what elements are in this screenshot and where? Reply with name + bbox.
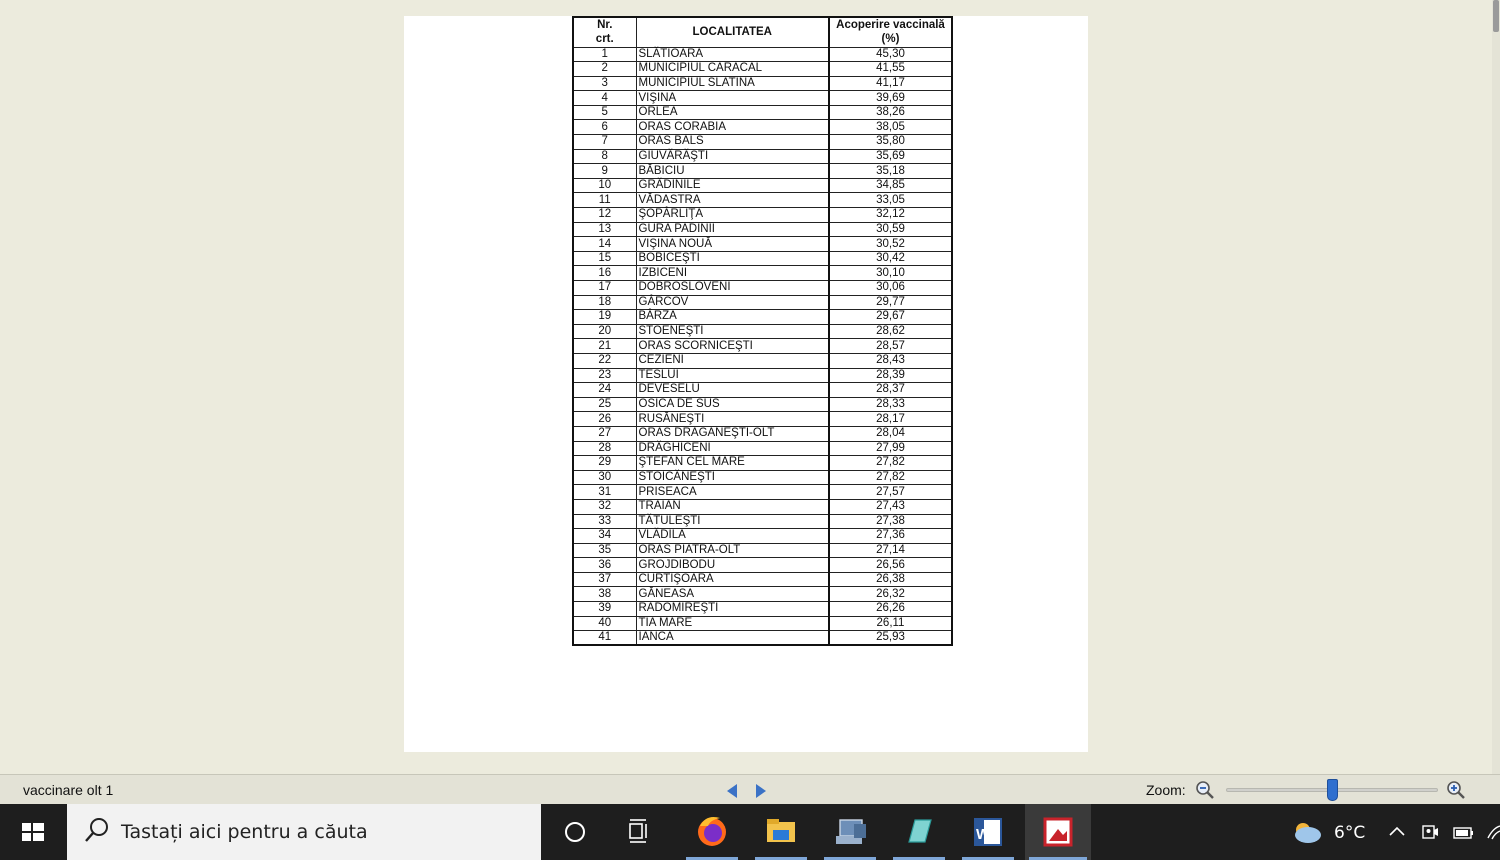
table-row	[573, 295, 952, 310]
header-localitate: LOCALITATEA	[636, 17, 829, 47]
table-row	[573, 62, 952, 77]
row-number: 16	[573, 266, 636, 281]
row-number: 19	[573, 310, 636, 325]
show-hidden-icons-chevron-icon[interactable]	[1387, 822, 1407, 842]
windows-logo-icon	[0, 804, 66, 860]
table-row	[573, 208, 952, 223]
taskbar-app-file-explorer[interactable]	[751, 804, 811, 860]
locality-name: RUSĂNEŞTI	[636, 412, 829, 427]
locality-name: VLĂDILA	[636, 529, 829, 544]
vaccination-table	[572, 16, 953, 646]
row-number: 9	[573, 164, 636, 179]
coverage-percent: 29,77	[829, 295, 952, 310]
row-number: 13	[573, 222, 636, 237]
row-number: 32	[573, 499, 636, 514]
taskbar	[0, 804, 1500, 860]
battery-icon[interactable]	[1452, 822, 1476, 842]
table-row	[573, 602, 952, 617]
locality-name: MUNICIPIUL CARACAL	[636, 62, 829, 77]
task-view-button[interactable]	[611, 804, 671, 860]
locality-name: BĂBICIU	[636, 164, 829, 179]
zoom-slider-thumb[interactable]	[1327, 779, 1338, 801]
row-number: 20	[573, 324, 636, 339]
table-row	[573, 339, 952, 354]
table-row	[573, 543, 952, 558]
header-acoperire: Acoperire vaccinală (%)	[829, 17, 952, 47]
locality-name: PRISEACA	[636, 485, 829, 500]
row-number: 38	[573, 587, 636, 602]
table-row	[573, 281, 952, 296]
temperature[interactable]: 6°C	[1334, 823, 1366, 843]
table-row	[573, 237, 952, 252]
table-row	[573, 193, 952, 208]
search-icon	[83, 816, 111, 846]
locality-name: ŞTEFAN CEL MARE	[636, 456, 829, 471]
locality-name: BÂRZA	[636, 310, 829, 325]
table-row	[573, 514, 952, 529]
table-row	[573, 266, 952, 281]
table-row	[573, 572, 952, 587]
start-button[interactable]	[0, 804, 66, 860]
coverage-percent: 30,10	[829, 266, 952, 281]
table-row	[573, 529, 952, 544]
row-number: 15	[573, 251, 636, 266]
table-row	[573, 91, 952, 106]
row-number: 29	[573, 456, 636, 471]
network-computer-icon	[820, 804, 880, 860]
table-row	[573, 368, 952, 383]
row-number: 4	[573, 91, 636, 106]
locality-name: ORAS DRAGANEŞTI-OLT	[636, 426, 829, 441]
row-number: 10	[573, 178, 636, 193]
row-number: 37	[573, 572, 636, 587]
row-number: 28	[573, 441, 636, 456]
status-bar	[0, 774, 1500, 804]
row-number: 17	[573, 281, 636, 296]
coverage-percent: 26,11	[829, 616, 952, 631]
coverage-percent: 45,30	[829, 47, 952, 62]
taskbar-search-box[interactable]	[67, 804, 541, 860]
row-number: 24	[573, 383, 636, 398]
table-row	[573, 383, 952, 398]
locality-name: TIA MARE	[636, 616, 829, 631]
table-row	[573, 324, 952, 339]
coverage-percent: 27,43	[829, 499, 952, 514]
previous-page-button[interactable]	[727, 784, 737, 798]
svg-text:W: W	[976, 826, 991, 843]
meet-now-icon[interactable]	[1420, 822, 1440, 842]
coverage-percent: 27,82	[829, 470, 952, 485]
coverage-percent: 26,32	[829, 587, 952, 602]
row-number: 23	[573, 368, 636, 383]
coverage-percent: 28,17	[829, 412, 952, 427]
table-row	[573, 164, 952, 179]
locality-name: GÂRCOV	[636, 295, 829, 310]
table-row	[573, 441, 952, 456]
locality-name: ORAS BALS	[636, 135, 829, 150]
table-row	[573, 412, 952, 427]
coverage-percent: 25,93	[829, 631, 952, 646]
coverage-percent: 28,04	[829, 426, 952, 441]
vertical-scrollbar[interactable]	[1492, 0, 1500, 774]
table-row	[573, 587, 952, 602]
row-number: 5	[573, 105, 636, 120]
locality-name: CURTIŞOARA	[636, 572, 829, 587]
table-row	[573, 470, 952, 485]
table-row	[573, 149, 952, 164]
notepad-icon	[889, 804, 949, 860]
weather-cloud-icon[interactable]	[1290, 820, 1324, 844]
row-number: 40	[573, 616, 636, 631]
table-row	[573, 499, 952, 514]
table-body	[573, 47, 952, 645]
image-viewer-icon	[1025, 804, 1091, 860]
locality-name: DOBROSLOVENI	[636, 281, 829, 296]
word-icon	[958, 804, 1018, 860]
coverage-percent: 27,82	[829, 456, 952, 471]
row-number: 41	[573, 631, 636, 646]
row-number: 11	[573, 193, 636, 208]
row-number: 30	[573, 470, 636, 485]
locality-name: CEZIENI	[636, 353, 829, 368]
table-row	[573, 397, 952, 412]
table-row	[573, 178, 952, 193]
row-number: 2	[573, 62, 636, 77]
coverage-percent: 29,67	[829, 310, 952, 325]
table-row	[573, 426, 952, 441]
coverage-percent: 28,37	[829, 383, 952, 398]
coverage-percent: 34,85	[829, 178, 952, 193]
locality-name: GURA PADINII	[636, 222, 829, 237]
document-name: vaccinare olt 1	[23, 782, 114, 798]
locality-name: VIŞINA NOUĂ	[636, 237, 829, 252]
taskbar-app-network[interactable]	[820, 804, 880, 860]
zoom-out-icon[interactable]	[1195, 780, 1215, 800]
coverage-percent: 30,42	[829, 251, 952, 266]
locality-name: STOICĂNEŞTI	[636, 470, 829, 485]
file-explorer-icon	[751, 804, 811, 860]
coverage-percent: 41,55	[829, 62, 952, 77]
locality-name: ORAS SCORNICEŞTI	[636, 339, 829, 354]
row-number: 22	[573, 353, 636, 368]
coverage-percent: 32,12	[829, 208, 952, 223]
table-row	[573, 616, 952, 631]
locality-name: DEVESELU	[636, 383, 829, 398]
zoom-in-icon[interactable]	[1446, 780, 1466, 800]
row-number: 6	[573, 120, 636, 135]
table-row	[573, 353, 952, 368]
coverage-percent: 38,05	[829, 120, 952, 135]
cortana-icon	[545, 804, 605, 860]
next-page-button[interactable]	[756, 784, 766, 798]
coverage-percent: 41,17	[829, 76, 952, 91]
taskbar-app-image-viewer[interactable]	[1025, 804, 1091, 860]
coverage-percent: 28,39	[829, 368, 952, 383]
coverage-percent: 28,43	[829, 353, 952, 368]
locality-name: ORAS PIATRA-OLT	[636, 543, 829, 558]
locality-name: IANCA	[636, 631, 829, 646]
row-number: 7	[573, 135, 636, 150]
row-number: 21	[573, 339, 636, 354]
row-number: 18	[573, 295, 636, 310]
locality-name: ORAS CORABIA	[636, 120, 829, 135]
row-number: 12	[573, 208, 636, 223]
table-row	[573, 310, 952, 325]
coverage-percent: 30,59	[829, 222, 952, 237]
coverage-percent: 27,99	[829, 441, 952, 456]
wifi-icon[interactable]	[1486, 822, 1500, 842]
table-row	[573, 456, 952, 471]
header-nr: Nr. crt.	[573, 17, 636, 47]
coverage-percent: 26,56	[829, 558, 952, 573]
taskbar-app-notepad[interactable]	[889, 804, 949, 860]
coverage-percent: 27,38	[829, 514, 952, 529]
table-row	[573, 631, 952, 646]
search-placeholder: Tastați aici pentru a căuta	[121, 821, 368, 843]
coverage-percent: 28,33	[829, 397, 952, 412]
locality-name: VĂDASTRA	[636, 193, 829, 208]
row-number: 1	[573, 47, 636, 62]
row-number: 8	[573, 149, 636, 164]
locality-name: TĂTULEŞTI	[636, 514, 829, 529]
coverage-percent: 26,38	[829, 572, 952, 587]
coverage-percent: 35,69	[829, 149, 952, 164]
coverage-percent: 39,69	[829, 91, 952, 106]
taskbar-app-firefox[interactable]	[682, 804, 742, 860]
locality-name: GĂNEASA	[636, 587, 829, 602]
row-number: 34	[573, 529, 636, 544]
coverage-percent: 27,36	[829, 529, 952, 544]
row-number: 35	[573, 543, 636, 558]
locality-name: OSICA DE SUS	[636, 397, 829, 412]
row-number: 27	[573, 426, 636, 441]
locality-name: ŞOPÂRLIŢA	[636, 208, 829, 223]
locality-name: TESLUI	[636, 368, 829, 383]
coverage-percent: 27,14	[829, 543, 952, 558]
table-row	[573, 120, 952, 135]
coverage-percent: 38,26	[829, 105, 952, 120]
coverage-percent: 33,05	[829, 193, 952, 208]
table-row	[573, 251, 952, 266]
row-number: 26	[573, 412, 636, 427]
locality-name: BOBICEŞTI	[636, 251, 829, 266]
table-row	[573, 485, 952, 500]
coverage-percent: 28,57	[829, 339, 952, 354]
table-row	[573, 105, 952, 120]
task-view-icon	[611, 804, 671, 860]
cortana-button[interactable]	[545, 804, 605, 860]
locality-name: GIUVĂRĂŞTI	[636, 149, 829, 164]
zoom-label: Zoom:	[1146, 782, 1186, 798]
scrollbar-thumb[interactable]	[1493, 0, 1499, 32]
row-number: 33	[573, 514, 636, 529]
row-number: 36	[573, 558, 636, 573]
taskbar-app-word[interactable]	[958, 804, 1018, 860]
table-row	[573, 47, 952, 62]
row-number: 31	[573, 485, 636, 500]
locality-name: DRĂGHICENI	[636, 441, 829, 456]
locality-name: VIŞINA	[636, 91, 829, 106]
locality-name: ORLEA	[636, 105, 829, 120]
locality-name: STOENEŞTI	[636, 324, 829, 339]
coverage-percent: 26,26	[829, 602, 952, 617]
locality-name: GROJDIBODU	[636, 558, 829, 573]
locality-name: IZBICENI	[636, 266, 829, 281]
locality-name: RADOMIREŞTI	[636, 602, 829, 617]
firefox-icon	[682, 804, 742, 860]
coverage-percent: 30,06	[829, 281, 952, 296]
coverage-percent: 35,80	[829, 135, 952, 150]
table-row	[573, 222, 952, 237]
coverage-percent: 35,18	[829, 164, 952, 179]
locality-name: SLĂTIOARA	[636, 47, 829, 62]
coverage-percent: 28,62	[829, 324, 952, 339]
coverage-percent: 27,57	[829, 485, 952, 500]
row-number: 39	[573, 602, 636, 617]
locality-name: TRAIAN	[636, 499, 829, 514]
row-number: 14	[573, 237, 636, 252]
coverage-percent: 30,52	[829, 237, 952, 252]
table-row	[573, 76, 952, 91]
locality-name: GRĂDINILE	[636, 178, 829, 193]
table-row	[573, 558, 952, 573]
row-number: 25	[573, 397, 636, 412]
row-number: 3	[573, 76, 636, 91]
locality-name: MUNICIPIUL SLATINA	[636, 76, 829, 91]
table-row	[573, 135, 952, 150]
